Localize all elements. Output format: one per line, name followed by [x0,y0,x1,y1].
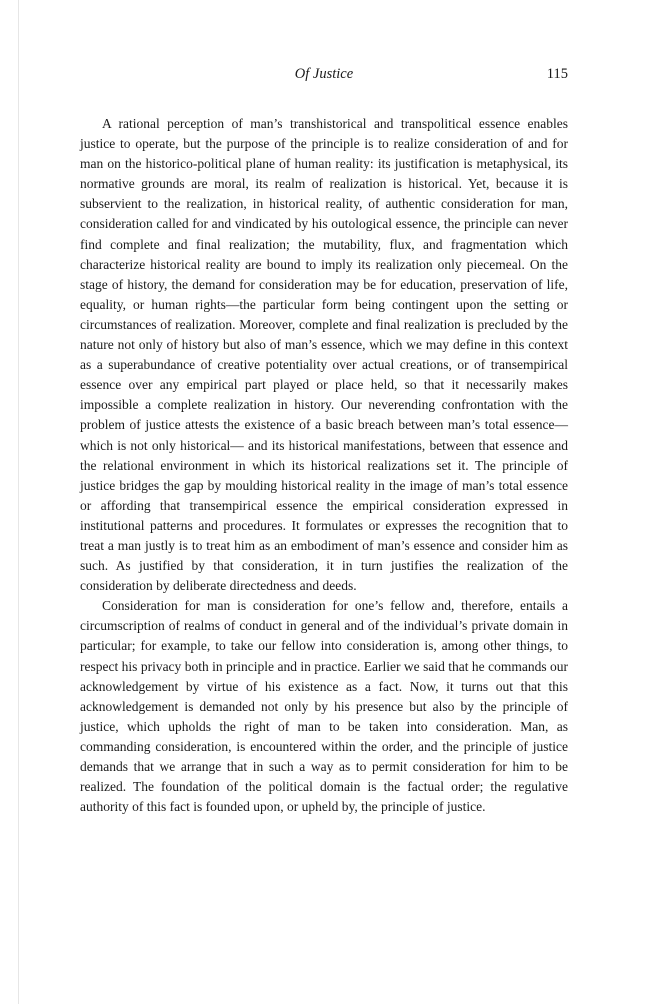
page-number: 115 [546,66,568,82]
body-text [80,114,568,817]
running-head [80,66,568,90]
paragraph-2: Consideration for man is consideration for one’s fellow and, therefore, entails a circumscription of realms of conduct in general and of the individual’s private domain in particular; for example, to take our fellow into consideration is, among other things, to respect his privacy both in principle and in practice. Earlier we said that he commands our acknowledgement by virtue of his existence as a fact. Now, it turns out that this acknowledgement is demanded not only by his presence but also by the principle of justice, which upholds the right of man to be taken into consideration. Man, as commanding consideration, is encountered within the order, and the principle of justice demands that we arrange that in such a way as to permit consideration for him to be realized. The foundation of the political domain is the factual order; the regulative authority of this fact is founded upon, or upheld by, the principle of justice. [80,598,568,815]
book-page [80,66,568,817]
paragraph-1: A rational perception of man’s transhistorical and transpolitical essence enables justice to operate, but the purpose of the principle is to realize consideration of and for man on the historico-political plane of human reality: its justification is metaphysical, its normative grounds are moral, its realm of realization is historical. Yet, because it is subservient to the realization, in historical reality, of authentic consideration for man, consideration called for and vindicated by his outological essence, the principle can never find complete and final realization; the mutability, flux, and fragmentation which characterize historical reality are bound to imply its realization only piecemeal. On the stage of history, the demand for consideration may be for education, preservation of life, equality, or human rights—the particular form being contingent upon the setting or circumstances of realization. Moreover, complete and final realization is precluded by the nature not only of history but also of man’s essence, which we may define in this context as a superabundance of creative potentiality over actual creations, or of transempirical essence over any empirical part played or place held, so that it necessarily makes impossible a complete realization in history. Our neverending confrontation with the problem of justice attests the existence of a basic breach between man’s total essence—which is not only historical— and its historical manifestations, between that essence and the relational environment in which its historical realizations set it. The principle of justice bridges the gap by moulding historical reality in the image of man’s total essence or affording that transempirical essence the empirical consideration expressed in institutional patterns and procedures. It formulates or expresses the recognition that to treat a man justly is to treat him as an embodiment of man’s essence and consider him as such. As justified by that consideration, it in turn justifies the realization of the consideration by deliberate directedness and deeds. [80,116,568,594]
running-head-title: Of Justice [294,66,354,82]
page-edge-line [18,0,19,1004]
